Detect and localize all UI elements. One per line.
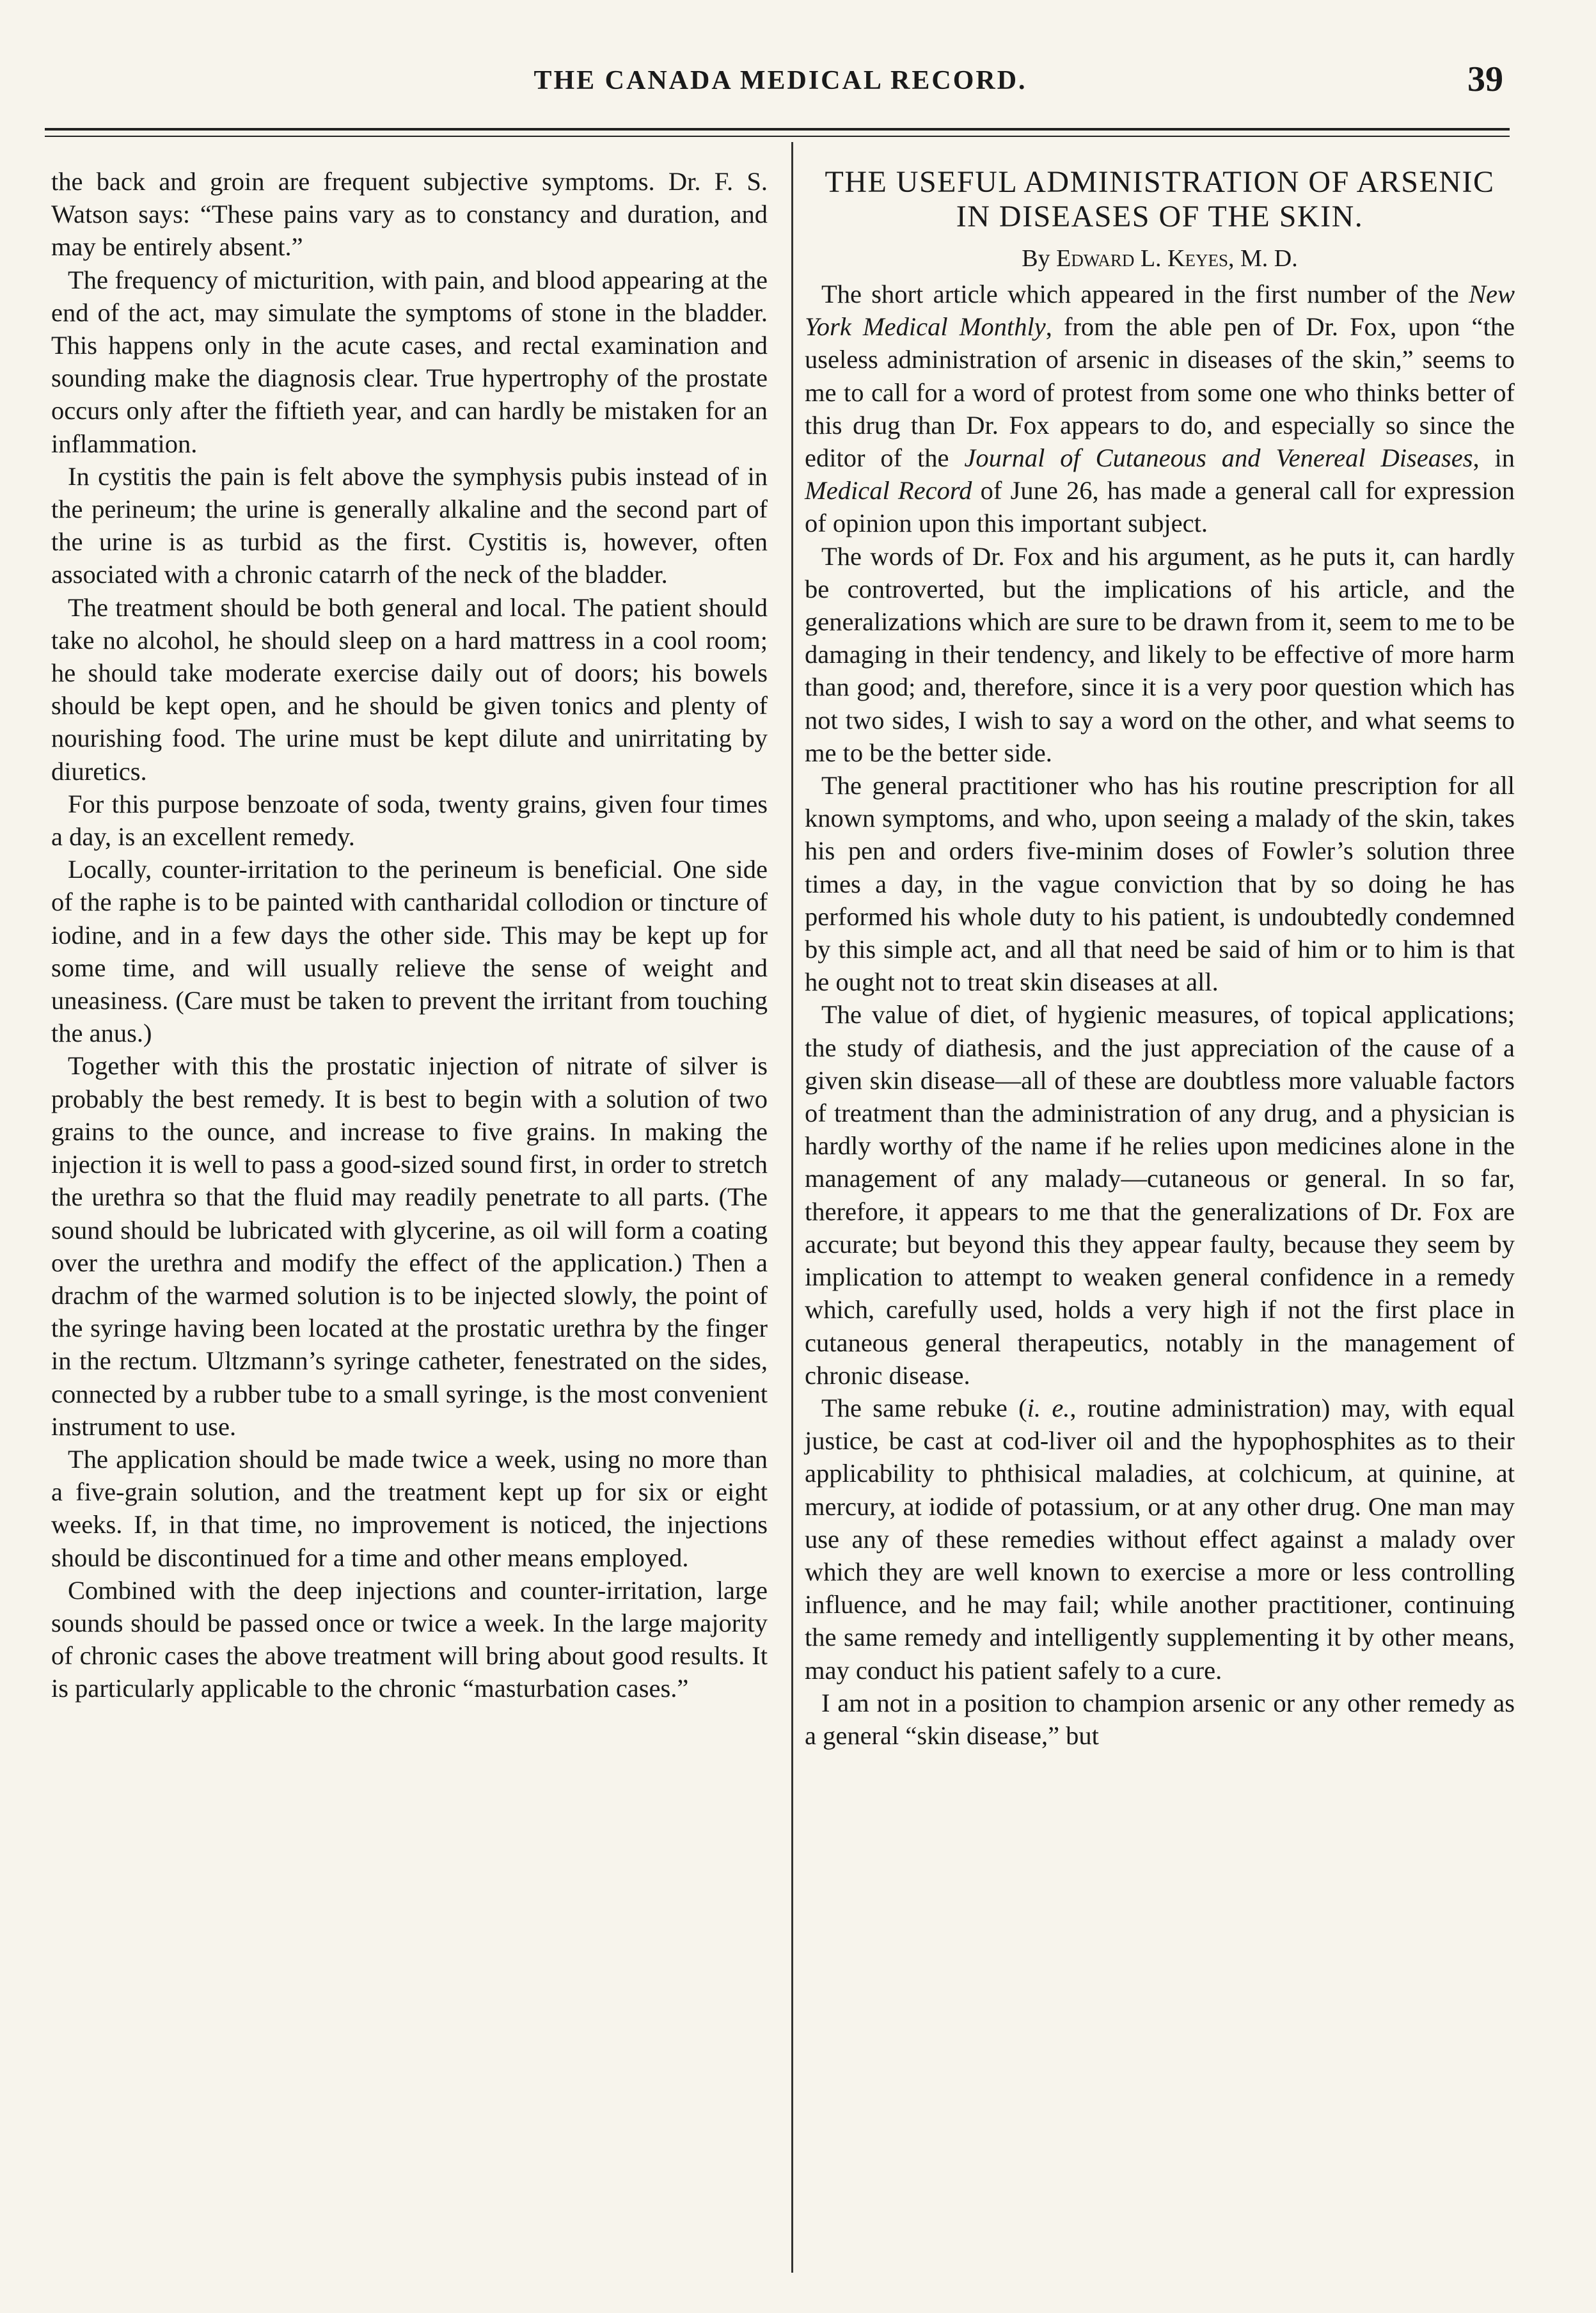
header-rule xyxy=(45,128,1510,131)
paragraph: In cystitis the pain is felt above the symphysis pubis instead of in the perineum; the urine is generally alkaline and the second part of the urine is as turbid as the first. Cystitis is, however, often associated with a chronic catarrh of the neck of the bladder. xyxy=(51,461,768,589)
right-column xyxy=(805,165,1515,1752)
paragraph: The words of Dr. Fox and his argument, as he puts it, can hardly be controverted, but the implications of his article, and the generalizations which are sure to be drawn from it, seem to me to be damaging in their tendency, and likely to be effective of more harm than good; and, therefore, since it is a very poor question which has not two sides, I wish to say a word on the other, and what seems to me to be the better side. xyxy=(805,541,1515,767)
paragraph xyxy=(805,278,1515,540)
text-run: , from the able pen of Dr. Fox, upon “the useless administration of arsenic in diseases of the skin,” seems to me to call for a word of protest from some one who thinks better of this drug than Dr. Fox appears to do, and especially so since the editor of the xyxy=(805,312,1515,473)
text-run: , routine administration) may, with equal justice, be cast at cod-liver oil and the hypophosphites as to their applicability to phthisical maladies, at colchicum, at quinine, at mercury, at iodide of potassium, or at any other drug. One man may use any of these remedies without effect against a malady over which they are well known to exercise a more or less controlling influence, and he may fail; while another practitioner, continuing the same remedy and intelligently supplementing it by other means, may conduct his patient safely to a cure. xyxy=(805,1393,1515,1685)
paragraph: The treatment should be both general and local. The patient should take no alcohol, he should sleep on a hard mattress in a cool room; he should take moderate exercise daily out of doors; his bowels should be kept open, and he should be given tonics and plenty of nourishing food. The urine must be kept dilute and unirritating by diuretics. xyxy=(51,592,768,786)
paragraph: Together with this the prostatic injection of nitrate of silver is probably the best remedy. It is best to begin with a solution of two grains to the ounce, and increase to five grains. In making the injection it is well to pass a good-sized sound first, in order to stretch the urethra so that the fluid may readily penetrate to all parts. (The sound should be lubricated with glycerine, as oil will form a coating over the urethra and modify the effect of the application.) Then a drachm of the warmed solution is to be injected slowly, the point of the syringe having been located at the prostatic urethra by the finger in the rectum. Ultzmann’s syringe catheter, fenestrated on the sides, connected by a rubber tube to a small syringe, is the most convenient instrument to use. xyxy=(51,1051,768,1441)
journal-title: Journal of Cutaneous and Venereal Diseases xyxy=(964,443,1473,473)
journal-title: New York Medical Monthly xyxy=(805,280,1515,342)
page-number: 39 xyxy=(1467,60,1503,99)
abbreviation: i. e. xyxy=(1027,1393,1070,1422)
paragraph: For this purpose benzoate of soda, twenty grains, given four times a day, is an excellent remedy. xyxy=(51,789,768,852)
text-run: The short article which appeared in the first number of the xyxy=(821,280,1469,308)
column-divider xyxy=(791,142,793,2273)
text-run: The same rebuke ( xyxy=(821,1393,1027,1422)
article-title: THE USEFUL ADMINISTRATION OF ARSENIC IN DISEASES OF THE SKIN. xyxy=(825,165,1495,234)
paragraph: The general practitioner who has his routine prescription for all known symptoms, and who, upon seeing a malady of the skin, takes his pen and orders five-minim doses of Fowler’s solution three times a day, in the vague conviction that by so doing he has performed his whole duty to his patient, is undoubtedly condemned by this simple act, and all that need be said of him or to him is that he ought not to treat skin diseases at all. xyxy=(805,771,1515,997)
text-run: of June 26, has made a general call for expression of opinion upon this important subject. xyxy=(805,476,1515,538)
paragraph: The value of diet, of hygienic measures, of topical applications; the study of diathesis, and the just appreciation of the cause of a given skin disease—all of these are doubtless more valuable factors of treatment than the administration of any drug, and a physician is hardly worthy of the name if he relies upon medicines alone in the management of any malady—cutaneous or general. In so far, therefore, it appears to me that the generalizations of Dr. Fox are accurate; but beyond this they appear faulty, because they seem by implication to attempt to weaken general confidence in a remedy which, carefully used, holds a very high if not the first place in cutaneous general therapeutics, notably in the management of chronic disease. xyxy=(805,1000,1515,1390)
byline-author: Edward L. Keyes, M. D. xyxy=(1056,245,1298,272)
byline-prefix: By xyxy=(1022,245,1050,272)
page-header xyxy=(58,56,1503,107)
paragraph: the back and groin are frequent subjective symptoms. Dr. F. S. Watson says: “These pains vary as to constancy and duration, and may be entirely absent.” xyxy=(51,167,768,262)
paragraph: I am not in a position to champion arsenic or any other remedy as a general “skin disease,” but xyxy=(805,1688,1515,1750)
paragraph: The application should be made twice a week, using no more than a five-grain solution, and the treatment kept up for six or eight weeks. If, in that time, no improvement is noticed, the injections should be discontinued for a time and other means employed. xyxy=(51,1444,768,1572)
text-run: , in xyxy=(1473,443,1515,473)
left-column xyxy=(51,165,768,1705)
paragraph: The frequency of micturition, with pain, and blood appearing at the end of the act, may simulate the symptoms of stone in the bladder. This happens only in the acute cases, and rectal examination and sounding make the diagnosis clear. True hypertrophy of the prostate occurs only after the fiftieth year, and can hardly be mistaken for an inflammation. xyxy=(51,265,768,458)
paragraph xyxy=(805,1392,1515,1687)
paragraph: Combined with the deep injections and counter-irritation, large sounds should be passed once or twice a week. In the large majority of chronic cases the above treatment will bring about good results. It is particularly applicable to the chronic “masturbation cases.” xyxy=(51,1575,768,1703)
byline xyxy=(805,243,1515,274)
header-rule-thin xyxy=(45,136,1510,137)
running-title: THE CANADA MEDICAL RECORD. xyxy=(533,66,1027,95)
paragraph: Locally, counter-irritation to the perineum is beneficial. One side of the raphe is to be painted with cantharidal collodion or tincture of iodine, and in a few days the other side. This may be kept up for some time, and will usually relieve the sense of weight and uneasiness. (Care must be taken to prevent the irritant from touching the anus.) xyxy=(51,855,768,1048)
journal-title: Medical Record xyxy=(805,476,972,505)
